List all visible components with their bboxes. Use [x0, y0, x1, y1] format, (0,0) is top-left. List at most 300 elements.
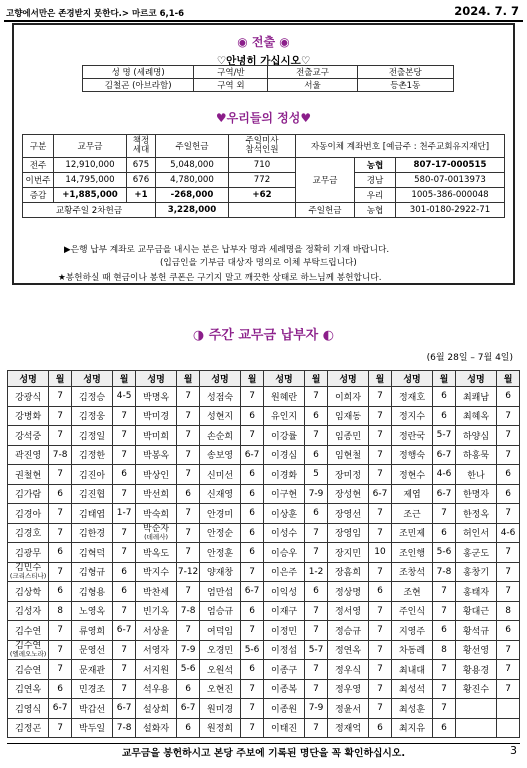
member-months: 7	[369, 679, 392, 699]
member-months: 7-8	[49, 445, 72, 465]
dues-row	[8, 582, 520, 602]
member-months: 7	[305, 601, 328, 621]
header-rule	[4, 20, 523, 22]
gospel-motto: 고향에서만은 존경받지 못한다.> 마르코 6,1-6	[6, 9, 185, 19]
dues-table	[7, 370, 520, 738]
member-name: 한정옥	[455, 504, 496, 524]
member-name: 이구현	[263, 484, 304, 504]
member-months: 7	[369, 426, 392, 446]
member-months: 6	[113, 582, 136, 602]
member-name: 주인식	[391, 601, 432, 621]
member-months: 7	[497, 426, 520, 446]
member-months: 7	[369, 465, 392, 485]
member-name: 신미선	[199, 465, 240, 485]
member-name: 박미경	[135, 406, 176, 426]
member-months: 6	[241, 601, 264, 621]
announcement-box	[12, 23, 515, 285]
member-months: 7	[177, 621, 200, 641]
member-months: 7	[49, 465, 72, 485]
member-name: 이희자	[327, 387, 368, 407]
dues-col-month: 월	[497, 371, 520, 387]
member-name: 최쾌남	[455, 387, 496, 407]
bank-note: ▶은행 납부 계좌로 교무금을 내시는 분은 납부자 명과 세례명을 정확히 기재 바랍니다.	[64, 245, 390, 255]
member-name: 김영식	[8, 699, 49, 719]
member-name: 김경아	[8, 504, 49, 524]
offering-attendance: 772	[229, 173, 296, 188]
member-months: 6-7	[369, 484, 392, 504]
member-name: 최성훈	[391, 699, 432, 719]
member-months: 6	[497, 387, 520, 407]
offering-dues: 14,795,000	[54, 173, 127, 188]
offering-dues: +1,885,000	[54, 188, 127, 203]
member-name: 이종원	[263, 699, 304, 719]
member-months: 6	[241, 660, 264, 680]
member-name: 설화자	[135, 718, 176, 738]
member-months: 7	[241, 387, 264, 407]
member-name-main: 박순자	[143, 523, 170, 534]
transfer-header-cell: 구역/반	[194, 66, 268, 79]
member-months: 1-7	[113, 504, 136, 524]
member-name: 박명옥	[135, 387, 176, 407]
member-name: 임종민	[327, 426, 368, 446]
offering-col-header: 주일미사 참석인원	[229, 135, 296, 158]
member-name: 김승연	[8, 660, 49, 680]
member-months: 6-7	[49, 699, 72, 719]
member-name	[455, 718, 496, 738]
bulletin-header	[4, 3, 523, 21]
member-name: 황용경	[455, 660, 496, 680]
member-name: 홍태자	[455, 582, 496, 602]
member-name: 이승우	[263, 543, 304, 563]
member-name: 이강률	[263, 426, 304, 446]
member-months: 7	[369, 621, 392, 641]
member-name: 이상훈	[263, 504, 304, 524]
member-months: 7	[177, 406, 200, 426]
member-months: 7	[369, 523, 392, 543]
member-months: 7	[497, 679, 520, 699]
member-months: 6	[241, 465, 264, 485]
member-months: 6	[49, 679, 72, 699]
member-months: 6	[49, 543, 72, 563]
member-name: 이은주	[263, 562, 304, 582]
account-number: 1005-386-000048	[396, 188, 505, 203]
dues-row	[8, 621, 520, 641]
dues-row	[8, 660, 520, 680]
dues-col-month: 월	[369, 371, 392, 387]
dues-header-row	[8, 371, 520, 387]
member-months: 7	[497, 640, 520, 660]
member-name: 강석중	[8, 426, 49, 446]
farewell-greeting: ♡안녕히 가십시오♡	[216, 55, 311, 67]
member-name	[8, 640, 49, 660]
member-name: 차동례	[391, 640, 432, 660]
bank-name: 농협	[355, 203, 396, 218]
member-months: 7-8	[177, 601, 200, 621]
account-sunday-label: 주일헌금	[296, 203, 355, 218]
member-name: 강광식	[8, 387, 49, 407]
member-name: 오현진	[199, 679, 240, 699]
member-months: 5-6	[177, 660, 200, 680]
member-name: 임현철	[327, 445, 368, 465]
dues-col-name: 성명	[327, 371, 368, 387]
member-months: 7	[177, 523, 200, 543]
member-baptismal-name: (엘레오노라)	[9, 649, 47, 658]
member-name: 황석규	[455, 621, 496, 641]
member-name: 김수연	[8, 621, 49, 641]
transfer-table	[82, 65, 454, 92]
member-name: 안경미	[199, 504, 240, 524]
member-months: 7	[113, 406, 136, 426]
member-name: 정서영	[327, 601, 368, 621]
member-name: 김태엽	[71, 504, 112, 524]
member-months: 7	[241, 699, 264, 719]
transfer-cell: 김철곤 (아브라함)	[83, 79, 194, 92]
member-name: 장성현	[327, 484, 368, 504]
member-name: 지영주	[391, 621, 432, 641]
account-number: 580-07-0013973	[396, 173, 505, 188]
member-months: 7-8	[113, 718, 136, 738]
member-name: 박봉옥	[135, 445, 176, 465]
member-name: 제엽	[391, 484, 432, 504]
member-name: 손순희	[199, 426, 240, 446]
member-months: 7	[433, 699, 456, 719]
offering-row-label: 전주	[23, 158, 54, 173]
member-months: 7	[433, 504, 456, 524]
member-months: 6	[305, 445, 328, 465]
member-months: 5	[305, 465, 328, 485]
member-months: 6	[305, 504, 328, 524]
member-name: 이재구	[263, 601, 304, 621]
member-months: 6	[305, 582, 328, 602]
member-name: 이종복	[263, 679, 304, 699]
member-months: 7	[113, 601, 136, 621]
member-months: 6	[433, 621, 456, 641]
member-months: 7	[113, 523, 136, 543]
member-name: 빈기옥	[135, 601, 176, 621]
member-name	[135, 523, 176, 543]
second-collection-label: 교황주일 2차헌금	[23, 203, 156, 218]
bulletin-date: 2024. 7. 7	[454, 4, 519, 18]
member-months: 7	[497, 582, 520, 602]
member-name: 김정일	[71, 426, 112, 446]
offering-sunday: 5,048,000	[156, 158, 229, 173]
offering-title: ♥우리들의 정성♥	[215, 111, 312, 125]
member-months: 8	[49, 601, 72, 621]
member-months: 1-2	[305, 562, 328, 582]
dues-row	[8, 445, 520, 465]
member-name: 원정희	[199, 718, 240, 738]
member-months: 7	[305, 387, 328, 407]
member-name: 석우용	[135, 679, 176, 699]
member-name: 안정순	[199, 523, 240, 543]
transfer-title: ◉ 전출 ◉	[237, 35, 290, 49]
member-months: 6	[433, 523, 456, 543]
member-name: 박찬세	[135, 582, 176, 602]
member-months: 7	[49, 660, 72, 680]
second-collection-row	[23, 203, 505, 218]
member-name: 김정곤	[8, 718, 49, 738]
member-months: 7	[369, 387, 392, 407]
member-months: 7	[497, 504, 520, 524]
member-name: 조현	[391, 582, 432, 602]
member-months: 7	[177, 465, 200, 485]
member-months: 7	[369, 660, 392, 680]
member-months: 6	[49, 582, 72, 602]
member-name: 김정한	[71, 445, 112, 465]
member-name: 유인지	[263, 406, 304, 426]
member-baptismal-name: (데레사)	[144, 532, 169, 541]
member-name: 엄만섭	[199, 582, 240, 602]
member-months: 7	[241, 621, 264, 641]
footer-notice: 교무금을 봉헌하시고 본당 주보에 기록된 명단을 꼭 확인하십시오.	[121, 748, 406, 759]
member-name: 서영자	[135, 640, 176, 660]
dues-col-month: 월	[113, 371, 136, 387]
member-name: 양재창	[199, 562, 240, 582]
account-header: 자동이체 계좌번호 [예금주 : 천주교회유지재단]	[296, 135, 505, 158]
member-name: 하양심	[455, 426, 496, 446]
member-months	[497, 699, 520, 719]
bank-note-sub: (입금인을 기부금 대상자 명의로 이체 부탁드립니다)	[160, 258, 357, 268]
member-name: 김형용	[71, 582, 112, 602]
footer-rule	[7, 743, 520, 744]
offering-row-diff	[23, 188, 505, 203]
member-months: 7	[433, 679, 456, 699]
member-name: 김성자	[8, 601, 49, 621]
member-name: 정란국	[391, 426, 432, 446]
member-months: 7	[113, 660, 136, 680]
dues-row	[8, 718, 520, 738]
member-months: 7	[49, 523, 72, 543]
member-months: 6	[113, 465, 136, 485]
member-name: 권철현	[8, 465, 49, 485]
dues-row	[8, 523, 520, 543]
member-months: 7	[369, 601, 392, 621]
member-months: 4-5	[113, 387, 136, 407]
member-name: 신재영	[199, 484, 240, 504]
member-name: 정연옥	[327, 640, 368, 660]
offering-households: +1	[127, 188, 156, 203]
member-months: 4-6	[433, 465, 456, 485]
dues-row	[8, 504, 520, 524]
dues-col-name: 성명	[391, 371, 432, 387]
member-name: 장영임	[327, 523, 368, 543]
member-months: 7	[497, 543, 520, 563]
member-name: 이정섭	[263, 640, 304, 660]
dues-row	[8, 640, 520, 660]
offering-households: 676	[127, 173, 156, 188]
member-name: 최혜옥	[455, 406, 496, 426]
member-months: 7	[241, 426, 264, 446]
transfer-row	[83, 79, 454, 92]
member-name: 정윤서	[327, 699, 368, 719]
member-months: 7	[241, 562, 264, 582]
bank-name: 농협	[355, 158, 396, 173]
dues-row	[8, 465, 520, 485]
member-months: 6	[241, 523, 264, 543]
dues-row	[8, 679, 520, 699]
member-name: 김진협	[71, 484, 112, 504]
member-months: 7	[113, 679, 136, 699]
member-name: 설상희	[135, 699, 176, 719]
member-name-main: 김민수	[15, 562, 42, 573]
member-name: 박옥도	[135, 543, 176, 563]
member-months: 5-7	[305, 640, 328, 660]
member-months: 5-6	[241, 640, 264, 660]
member-months: 4-6	[497, 523, 520, 543]
member-name: 임재동	[327, 406, 368, 426]
member-months: 6-7	[177, 699, 200, 719]
account-number: 807-17-000515	[396, 158, 505, 173]
member-months: 8	[497, 601, 520, 621]
offering-table	[22, 134, 505, 218]
member-name: 박숙희	[135, 504, 176, 524]
dues-row	[8, 426, 520, 446]
member-months: 7	[497, 660, 520, 680]
member-months: 7-9	[305, 484, 328, 504]
member-months: 7	[433, 582, 456, 602]
member-months: 8	[433, 640, 456, 660]
member-months: 6	[305, 406, 328, 426]
member-months: 6	[49, 484, 72, 504]
member-months: 7	[369, 562, 392, 582]
member-name: 조근	[391, 504, 432, 524]
member-name: 박갑선	[71, 699, 112, 719]
member-months: 7	[49, 426, 72, 446]
member-months: 6	[241, 406, 264, 426]
offering-attendance: 710	[229, 158, 296, 173]
member-months: 6	[433, 387, 456, 407]
member-months: 7-9	[177, 640, 200, 660]
offering-col-header: 주일헌금	[156, 135, 229, 158]
member-name: 김형규	[71, 562, 112, 582]
member-name: 이태진	[263, 718, 304, 738]
bank-name: 우리	[355, 188, 396, 203]
dues-row	[8, 699, 520, 719]
offering-col-header: 교무금	[54, 135, 127, 158]
member-name: 오원석	[199, 660, 240, 680]
member-name: 황선영	[455, 640, 496, 660]
dues-col-name: 성명	[263, 371, 304, 387]
member-months: 7	[177, 582, 200, 602]
member-name: 이경화	[263, 465, 304, 485]
member-name: 강병화	[8, 406, 49, 426]
member-name: 박미희	[135, 426, 176, 446]
member-months: 10	[369, 543, 392, 563]
member-months: 7	[113, 543, 136, 563]
dues-col-month: 월	[433, 371, 456, 387]
offering-row-label: 이번주	[23, 173, 54, 188]
member-months: 7	[305, 543, 328, 563]
member-name: 엄승규	[199, 601, 240, 621]
member-months: 6	[369, 582, 392, 602]
member-months: 6	[497, 465, 520, 485]
dues-row	[8, 484, 520, 504]
member-name: 송보영	[199, 445, 240, 465]
transfer-cell: 서울	[268, 79, 357, 92]
member-name: 김혁덕	[71, 543, 112, 563]
member-name: 조인행	[391, 543, 432, 563]
offering-sunday: 4,780,000	[156, 173, 229, 188]
member-name: 장영선	[327, 504, 368, 524]
bank-name: 경남	[355, 173, 396, 188]
member-months: 7	[177, 504, 200, 524]
member-months: 7	[113, 445, 136, 465]
member-name: 김정승	[71, 387, 112, 407]
member-name: 정지수	[391, 406, 432, 426]
offering-sunday: -268,000	[156, 188, 229, 203]
member-name: 허인서	[455, 523, 496, 543]
member-months: 7	[177, 426, 200, 446]
member-name: 이정민	[263, 621, 304, 641]
offering-row-this	[23, 173, 505, 188]
dues-col-name: 성명	[8, 371, 49, 387]
member-months: 6	[497, 484, 520, 504]
member-name: 문영선	[71, 640, 112, 660]
member-name: 황대근	[455, 601, 496, 621]
offering-row-prev	[23, 158, 505, 173]
dues-col-name: 성명	[199, 371, 240, 387]
member-name: 조민제	[391, 523, 432, 543]
member-name: 정상명	[327, 582, 368, 602]
member-name: 최내대	[391, 660, 432, 680]
member-name: 오경민	[199, 640, 240, 660]
member-name: 정재억	[327, 718, 368, 738]
member-months: 7	[497, 406, 520, 426]
member-months: 6	[177, 679, 200, 699]
dues-col-month: 월	[305, 371, 328, 387]
member-name: 김광무	[8, 543, 49, 563]
member-months	[497, 718, 520, 738]
member-months: 7-9	[305, 699, 328, 719]
member-name: 정우식	[327, 660, 368, 680]
transfer-header-cell: 성 명 (세례명)	[83, 66, 194, 79]
member-name: 장지민	[327, 543, 368, 563]
member-name: 박상인	[135, 465, 176, 485]
dues-col-month: 월	[49, 371, 72, 387]
dues-row	[8, 601, 520, 621]
member-months: 5-7	[433, 426, 456, 446]
second-collection-value: 3,228,000	[156, 203, 229, 218]
member-name: 성점숙	[199, 387, 240, 407]
member-name: 서상윤	[135, 621, 176, 641]
dues-row	[8, 562, 520, 582]
member-name: 정승규	[327, 621, 368, 641]
member-months: 7	[369, 504, 392, 524]
member-months: 7	[177, 387, 200, 407]
dues-row	[8, 406, 520, 426]
member-months: 7	[305, 660, 328, 680]
offering-col-header: 책정 세대	[127, 135, 156, 158]
dues-list-title: ◑ 주간 교무금 납부자 ◐	[192, 328, 335, 343]
member-months: 6	[433, 718, 456, 738]
member-name: 김상학	[8, 582, 49, 602]
empty-cell	[229, 203, 296, 218]
member-months: 6-7	[433, 484, 456, 504]
member-months: 7	[305, 426, 328, 446]
transfer-header-row	[83, 66, 454, 79]
member-months: 7-12	[177, 562, 200, 582]
member-months: 7	[241, 718, 264, 738]
member-months: 7	[49, 640, 72, 660]
member-months: 6	[433, 406, 456, 426]
member-name: 문재관	[71, 660, 112, 680]
member-months: 5-6	[433, 543, 456, 563]
member-months: 7	[177, 445, 200, 465]
member-name: 박선희	[135, 484, 176, 504]
member-months: 6	[241, 543, 264, 563]
offering-attendance: +62	[229, 188, 296, 203]
offering-households: 675	[127, 158, 156, 173]
